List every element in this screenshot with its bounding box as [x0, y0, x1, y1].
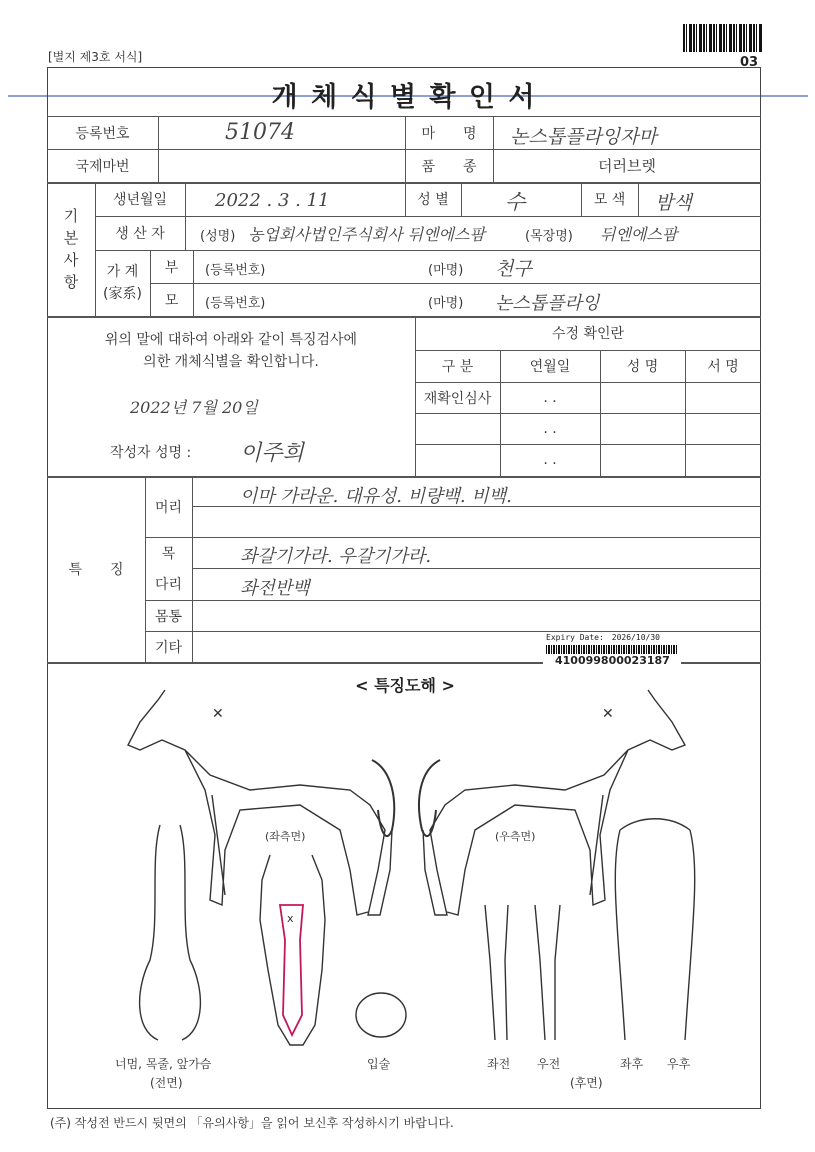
family-label-text: 가 계 — [106, 264, 139, 280]
lips-label: 입술 — [367, 1057, 391, 1071]
revision-header-type: 구 분 — [441, 359, 474, 375]
leg-value: 좌전반백 — [240, 578, 310, 599]
writer-name: 이주희 — [240, 441, 304, 466]
front-view-outline — [140, 825, 201, 1040]
front-caption: 너멈, 목줄, 앞가슴 — [115, 1057, 212, 1071]
left-front-label: 좌전 — [487, 1057, 511, 1071]
left-side-label: (좌측면) — [265, 830, 306, 843]
section-char: 항 — [63, 273, 79, 291]
revision-header-date: 연월일 — [529, 359, 571, 375]
reg-number-value: 51074 — [225, 120, 295, 145]
intl-number-label: 국제마번 — [75, 158, 130, 175]
sire-label: 부 — [164, 259, 179, 276]
ranch-name-value: 뒤엔에스팜 — [600, 225, 678, 244]
front-view-label: (전면) — [150, 1076, 183, 1090]
sex-value: 수 — [505, 190, 526, 214]
sire-name-tag: (마명) — [428, 263, 464, 278]
section-char: 사 — [63, 251, 79, 269]
revision-row-label: 재확인심사 — [423, 390, 492, 407]
dam-label: 모 — [164, 292, 179, 309]
section-char: 본 — [63, 229, 79, 247]
page-title: 개 체 식 별 확 인 서 — [271, 81, 537, 113]
statement-line-2: 의한 개체식별을 확인합니다. — [143, 354, 319, 370]
form-id: [별지 제3호 서식] — [48, 50, 143, 64]
horse-name-value: 논스톱플라잉자마 — [510, 126, 657, 148]
neck-label: 목 — [161, 545, 176, 562]
right-side-horse-outline — [423, 690, 685, 915]
revision-date-3: . . — [543, 452, 557, 468]
producer-label: 생 산 자 — [115, 226, 165, 242]
producer-name-tag: (성명) — [200, 229, 236, 244]
left-side-horse-outline — [128, 690, 392, 915]
footer-note: (주) 작성전 반드시 뒷면의 「유의사항」을 읽어 보신후 작성하시기 바랍니다. — [50, 1116, 454, 1130]
section-char: 기 — [63, 207, 79, 225]
statement-line-1: 위의 말에 대하여 아래와 같이 특징검사에 — [104, 332, 358, 348]
expiry-date: Expiry Date: 2026/10/30 — [546, 633, 660, 642]
sex-label: 성 별 — [417, 192, 449, 208]
lips-outline — [356, 993, 406, 1037]
right-front-label: 우전 — [537, 1057, 561, 1071]
reg-number-label: 등록번호 — [75, 125, 130, 142]
front-legs-outline — [485, 905, 560, 1040]
producer-name-value: 농업회사법인주식회사 뒤엔에스팜 — [248, 225, 485, 244]
horse-name-label: 마 명 — [421, 125, 477, 142]
head-label: 머리 — [154, 499, 183, 516]
revision-title: 수정 확인란 — [551, 326, 625, 342]
body-label: 몸통 — [154, 608, 183, 625]
head-front-outline — [260, 855, 325, 1045]
revision-date-2: . . — [543, 420, 557, 437]
etc-label: 기타 — [154, 639, 183, 656]
neck-value: 좌갈기가라. 우갈기가라. — [240, 546, 432, 567]
right-side-label: (우측면) — [495, 830, 536, 843]
family-label-hanja: (家系) — [103, 286, 142, 302]
dam-name-value: 논스톱플라잉 — [495, 293, 600, 314]
right-side-horse-tail — [419, 760, 440, 836]
svg-text:x: x — [287, 912, 294, 925]
breed-label: 품 종 — [421, 158, 477, 175]
writer-label: 작성자 성명 : — [110, 445, 192, 461]
rear-view-outline — [615, 819, 694, 1040]
color-value: 밤색 — [655, 192, 692, 214]
head-value: 이마 가라운. 대유성. 비량백. 비백. — [240, 486, 512, 507]
sticker-code: 410099800023187 — [555, 654, 670, 667]
dam-name-tag: (마명) — [428, 296, 464, 311]
confirm-date: 2022년 7월 20일 — [130, 398, 258, 417]
revision-header-name: 성 명 — [626, 359, 659, 375]
right-hind-label: 우후 — [667, 1057, 691, 1071]
sire-name-value: 천구 — [495, 258, 532, 280]
sire-regno-tag: (등록번호) — [205, 263, 266, 278]
rear-view-label: (후면) — [570, 1076, 603, 1090]
svg-text:✕: ✕ — [212, 706, 224, 722]
left-side-horse-tail — [372, 760, 394, 836]
page-number: 03 — [740, 55, 759, 70]
revision-date-1: . . — [543, 389, 557, 406]
birth-label: 생년월일 — [112, 192, 168, 208]
revision-header-sign: 서 명 — [707, 359, 739, 375]
leg-label: 다리 — [154, 577, 183, 593]
ranch-name-tag: (목장명) — [525, 229, 573, 244]
birth-value: 2022 . 3 . 11 — [215, 190, 330, 211]
color-label: 모 색 — [593, 192, 626, 208]
left-hind-label: 좌후 — [620, 1057, 644, 1071]
dam-regno-tag: (등록번호) — [205, 296, 266, 311]
diagram-title: < 특징도해 > — [355, 675, 455, 695]
features-section-label: 특 징 — [68, 562, 124, 578]
breed-value: 더러브렛 — [598, 157, 656, 175]
svg-text:✕: ✕ — [602, 706, 614, 722]
